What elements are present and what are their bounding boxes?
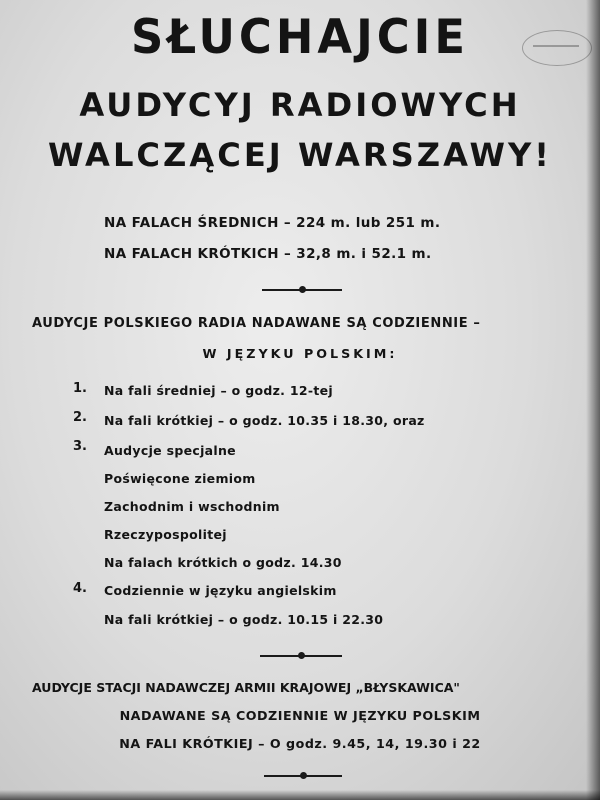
frequency-medium-wave: NA FALACH ŚREDNICH – 224 m. lub 251 m. (104, 215, 441, 231)
paper-edge-shadow (586, 0, 600, 800)
paper-edge-shadow (0, 790, 600, 800)
list-item-text: Na fali krótkiej – o godz. 10.35 i 18.30, oraz (104, 413, 425, 428)
poster-subtitle-line-2: WALCZĄCEJ WARSZAWY! (48, 136, 552, 174)
divider-ornament (260, 651, 342, 661)
section-heading-polish-language: W JĘZYKU POLSKIM: (202, 346, 398, 361)
list-item-number: 2. (73, 410, 87, 425)
poster-title: SŁUCHAJCIE (131, 8, 469, 65)
list-item-text: Poświęcone ziemiom (104, 471, 256, 486)
list-item-number: 3. (73, 439, 87, 454)
frequency-short-wave: NA FALACH KRÓTKICH – 32,8 m. i 52.1 m. (104, 246, 432, 262)
list-item-text: Rzeczypospolitej (104, 527, 227, 542)
list-item-text: Audycje specjalne (104, 443, 236, 458)
divider-ornament (264, 771, 342, 781)
list-item-number: 1. (73, 381, 87, 396)
divider-dot (300, 772, 307, 779)
section-heading-blyskawica: AUDYCJE STACJI NADAWCZEJ ARMII KRAJOWEJ „BŁYSKAWICA" (32, 680, 460, 695)
list-item-text: Na fali krótkiej – o godz. 10.15 i 22.30 (104, 612, 384, 627)
list-item-text: Zachodnim i wschodnim (104, 499, 280, 514)
list-item-text: Na fali średniej – o godz. 12-tej (104, 383, 333, 398)
divider-dot (299, 286, 306, 293)
divider-dot (298, 652, 305, 659)
section-heading-polish-radio: AUDYCJE POLSKIEGO RADIA NADAWANE SĄ CODZIENNIE – (32, 316, 481, 331)
section-text-daily-polish: NADAWANE SĄ CODZIENNIE W JĘZYKU POLSKIM (119, 708, 481, 723)
list-item-number: 4. (73, 581, 87, 596)
poster-subtitle-line-1: AUDYCYJ RADIOWYCH (79, 86, 521, 124)
list-item-text: Na falach krótkich o godz. 14.30 (104, 555, 342, 570)
section-text-short-wave-times: NA FALI KRÓTKIEJ – O godz. 9.45, 14, 19.30 i 22 (119, 736, 481, 751)
list-item-text: Codziennie w języku angielskim (104, 583, 337, 598)
divider-ornament (262, 285, 342, 295)
